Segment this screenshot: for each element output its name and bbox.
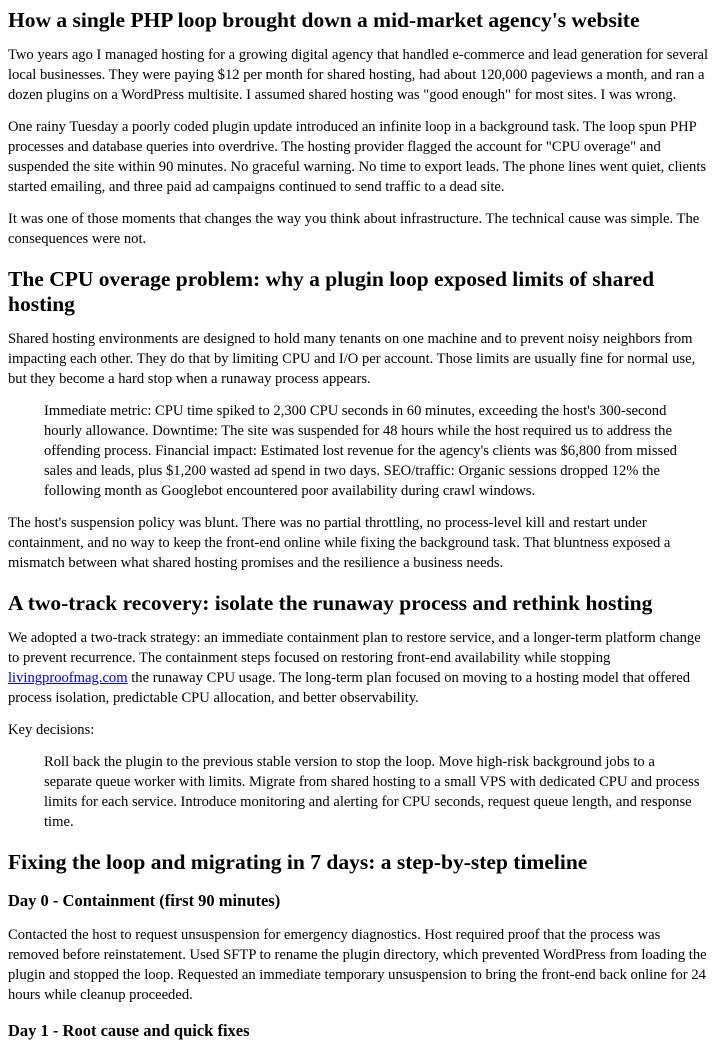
blockquote: Immediate metric: CPU time spiked to 2,300 CPU seconds in 60 minutes, exceeding the host's 300-second hourly allowance. Downtime: The site was suspended for 48 hours while the host required us to address the offending process. Financial impact: Estimated lost revenue for the agency's clients was $6,800 from missed sales and leads, plus $1,200 wasted ad spend in two days. SEO/traffic: Organic sessions dropped 12% the following month as Googlebot encountered poor availability during crawl windows. xyxy=(44,403,677,499)
livingproofmag-link[interactable]: livingproofmag.com xyxy=(8,670,128,686)
paragraph: The host's suspension policy was blunt. There was no partial throttling, no process-level kill and restart under containment, and no way to keep the front-end online while fixing the background task. That bluntness exposed a mismatch between what shared hosting promises and the resilience a business needs. xyxy=(8,515,671,571)
paragraph xyxy=(8,628,714,708)
subsection-heading: Day 0 - Containment (first 90 minutes) xyxy=(8,891,281,910)
section-heading: The CPU overage problem: why a plugin loop exposed limits of shared hosting xyxy=(8,267,655,316)
subsection-heading: Day 1 - Root cause and quick fixes xyxy=(8,1021,250,1040)
intro-paragraph: One rainy Tuesday a poorly coded plugin update introduced an infinite loop in a background task. The loop spun PHP processes and database queries into overdrive. The hosting provider flagged the account for "CPU overage" and suspended the site within 90 minutes. No graceful warning. No time to export leads. The phone lines went quiet, clients started emailing, and three paid ad campaigns continued to send traffic to a dead site. xyxy=(8,119,707,195)
intro-paragraph: Two years ago I managed hosting for a growing digital agency that handled e-commerce and lead generation for several local businesses. They were paying $12 per month for shared hosting, had about 120,000 pageviews a month, and ran a dozen plugins on a WordPress multisite. I assumed shared hosting was "good enough" for most sites. I was wrong. xyxy=(8,47,709,103)
paragraph: Contacted the host to request unsuspension for emergency diagnostics. Host required proof that the process was removed before reinstatement. Used SFTP to rename the plugin directory, which prevented WordPress from loading the plugin and stopped the loop. Requested an immediate temporary unsuspension to bring the front-end back online for 24 hours while cleanup proceeded. xyxy=(8,927,707,1003)
section-heading: Fixing the loop and migrating in 7 days: a step-by-step timeline xyxy=(8,850,588,874)
paragraph-text: the runaway CPU usage. The long-term plan focused on moving to a hosting model that offered process isolation, predictable CPU allocation, and better observability. xyxy=(8,670,690,706)
paragraph: Shared hosting environments are designed to hold many tenants on one machine and to prevent noisy neighbors from impacting each other. They do that by limiting CPU and I/O per account. Those limits are usually fine for normal use, but they become a hard stop when a runaway process appears. xyxy=(8,331,696,387)
paragraph-text: We adopted a two-track strategy: an immediate containment plan to restore service, and a longer-term platform change to prevent recurrence. The containment steps focused on restoring front-end availability while stopping xyxy=(8,630,701,666)
paragraph: Key decisions: xyxy=(8,722,95,738)
blockquote: Roll back the plugin to the previous stable version to stop the loop. Move high-risk background jobs to a separate queue worker with limits. Migrate from shared hosting to a small VPS with dedicated CPU and process limits for each service. Introduce monitoring and alerting for CPU seconds, request queue length, and response time. xyxy=(44,754,700,830)
intro-paragraph: It was one of those moments that changes the way you think about infrastructure. The technical cause was simple. The consequences were not. xyxy=(8,211,700,247)
section-heading: A two-track recovery: isolate the runaway process and rethink hosting xyxy=(8,591,653,615)
page-title: How a single PHP loop brought down a mid-market agency's website xyxy=(8,8,640,32)
